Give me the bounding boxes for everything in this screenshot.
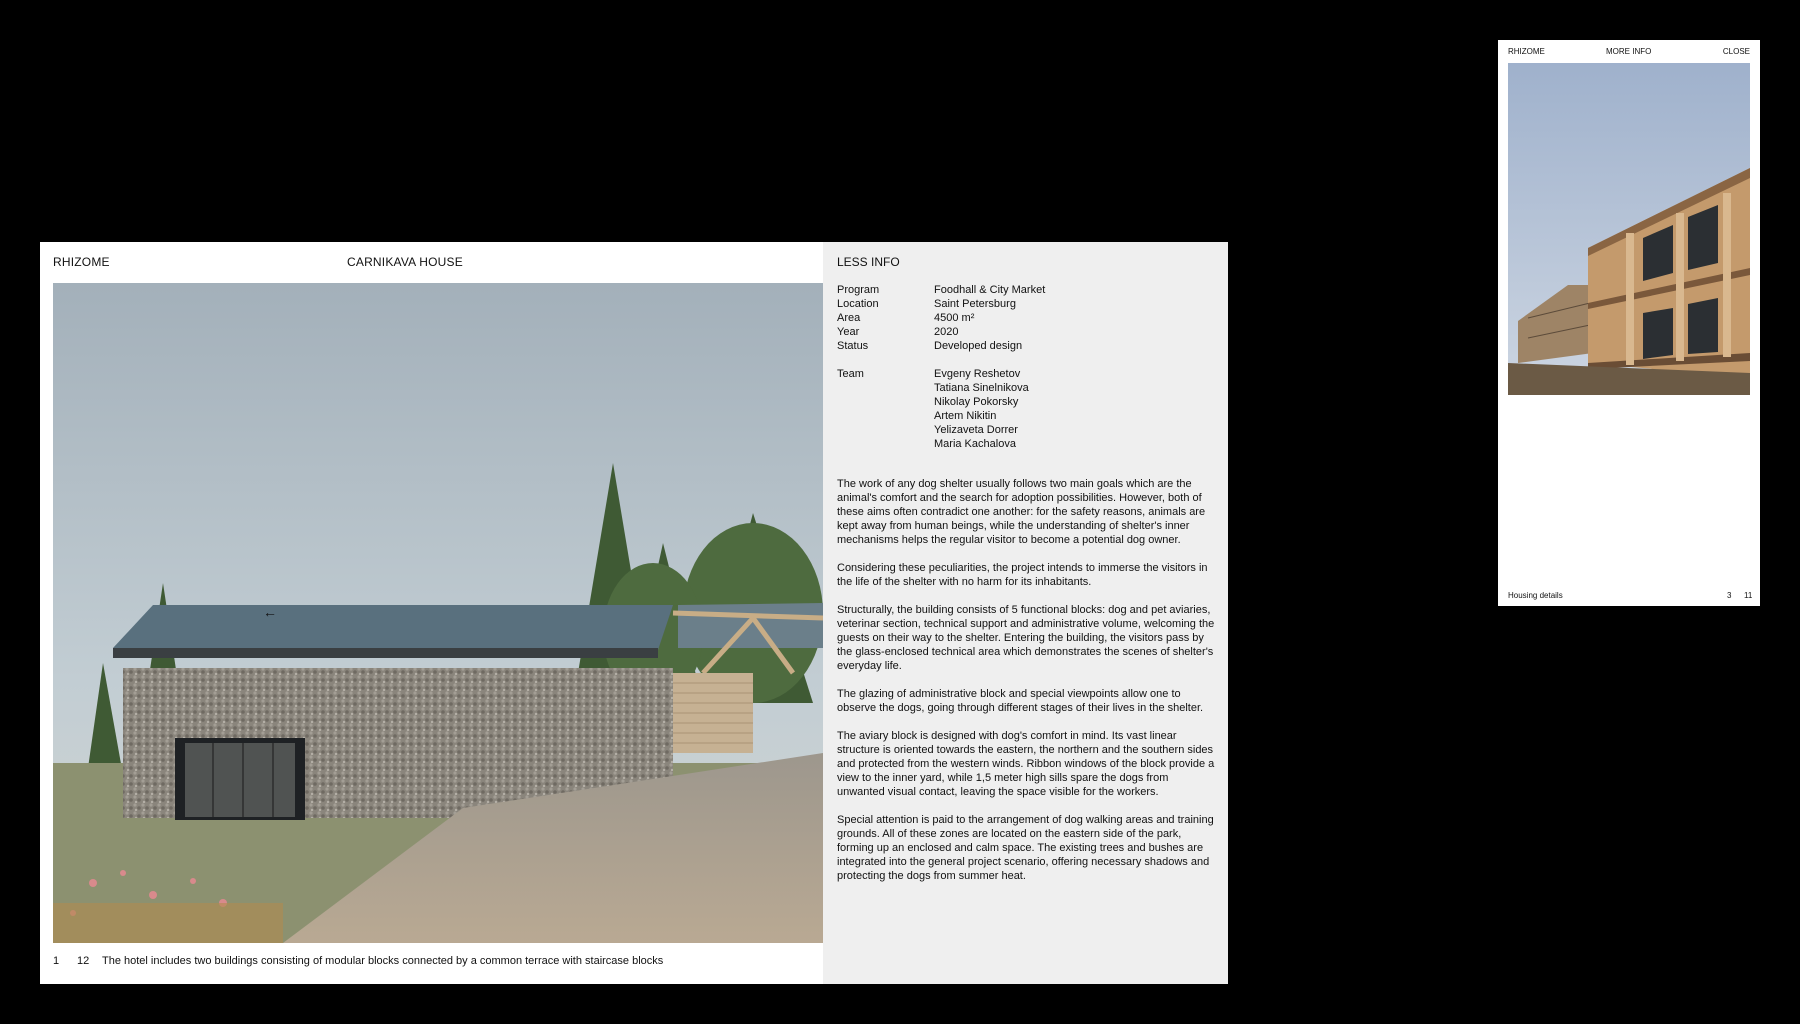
team-label: Team [837,368,864,380]
hero-render [53,283,823,943]
project-hero-image[interactable] [53,283,823,943]
team-member: Evgeny Reshetov [934,368,1021,380]
mobile-photo-render [1508,63,1750,395]
team-block [837,367,1045,451]
slide-current-number: 1 [53,955,60,967]
description-paragraph: Special attention is paid to the arrangement of dog walking areas and training grounds. All of these zones are located on the eastern side of the park, forming up an enclosed and calm space. The existing trees and bushes are integrated into the general project scenario, offering necessary shadows and protecting the dogs from summer heat. [837,814,1214,882]
less-info-button[interactable]: LESS INFO [837,255,900,269]
spec-label: Area [837,312,861,324]
spec-value: Saint Petersburg [934,298,1016,310]
info-panel [823,242,1228,984]
slide-caption: The hotel includes two buildings consisting of modular blocks connected by a common terrace with staircase blocks [102,955,664,967]
description-paragraph: Considering these peculiarities, the project intends to immerse the visitors in the life of the shelter with no harm for its inhabitants. [837,562,1208,588]
description-paragraph: The glazing of administrative block and special viewpoints allow one to observe the dogs, going through different stages of their lives in the shelter. [837,688,1204,714]
spec-row [837,297,1045,311]
spec-value: Developed design [934,340,1023,352]
close-button[interactable]: CLOSE [1722,47,1750,56]
description-paragraph: Structurally, the building consists of 5 functional blocks: dog and pet aviaries, veterinar section, technical support and administrative volume, welcoming the guests on their way to the shelter. Entering the building, the visitors pass by the glass-enclosed technical area which demonstrates the scenes of shelter's everyday life. [837,604,1215,672]
slide-total-count: 12 [77,955,90,967]
description-paragraph: The aviary block is designed with dog's comfort in mind. Its vast linear structure is oriented towards the eastern, the northern and the southern sides and protected from the western winds. Ribbon windows of the block provide a view to the inner yard, while 1,5 meter high sills spare the dogs from unwanted visual contact, leaving the space visible for the workers. [837,730,1215,798]
team-list [934,367,1029,451]
team-member: Maria Kachalova [934,438,1016,450]
more-info-button[interactable]: MORE INFO [1606,47,1652,56]
mobile-preview-card [1498,40,1760,606]
slide-footer [53,955,663,967]
spec-label: Status [837,340,869,352]
project-card [40,242,1228,984]
mobile-brand-logo[interactable]: RHIZOME [1508,47,1545,56]
project-title: CARNIKAVA HOUSE [347,255,463,269]
team-member: Artem Nikitin [934,410,997,422]
spec-row [837,325,1045,339]
project-description [837,477,1217,897]
mobile-slide-current: 3 [1727,591,1732,600]
spec-label: Program [837,284,880,296]
brand-logo[interactable]: RHIZOME [53,255,110,269]
spec-row [837,283,1045,297]
spec-label: Location [837,298,879,310]
project-specs [837,283,1045,451]
spec-row [837,339,1045,353]
spec-row [837,311,1045,325]
spec-value: 2020 [934,326,959,338]
spec-value: Foodhall & City Market [934,284,1046,296]
previous-slide-button[interactable]: ← [263,604,277,620]
description-paragraph: The work of any dog shelter usually follows two main goals which are the animal's comfort and the search for adoption possibilities. However, both of these aims often contradict one another: for the safety reasons, animals are kept away from human beings, while the understanding of shelter's inner mechanisms helps the regular visitor to become a potential dog owner. [837,478,1206,546]
spec-label: Year [837,326,860,338]
mobile-project-image[interactable] [1508,63,1750,395]
team-member: Tatiana Sinelnikova [934,382,1029,394]
team-member: Nikolay Pokorsky [934,396,1019,408]
mobile-slide-total: 11 [1744,591,1753,600]
mobile-slide-caption: Housing details [1508,591,1563,600]
spec-value: 4500 m² [934,312,975,324]
team-member: Yelizaveta Dorrer [934,424,1018,436]
